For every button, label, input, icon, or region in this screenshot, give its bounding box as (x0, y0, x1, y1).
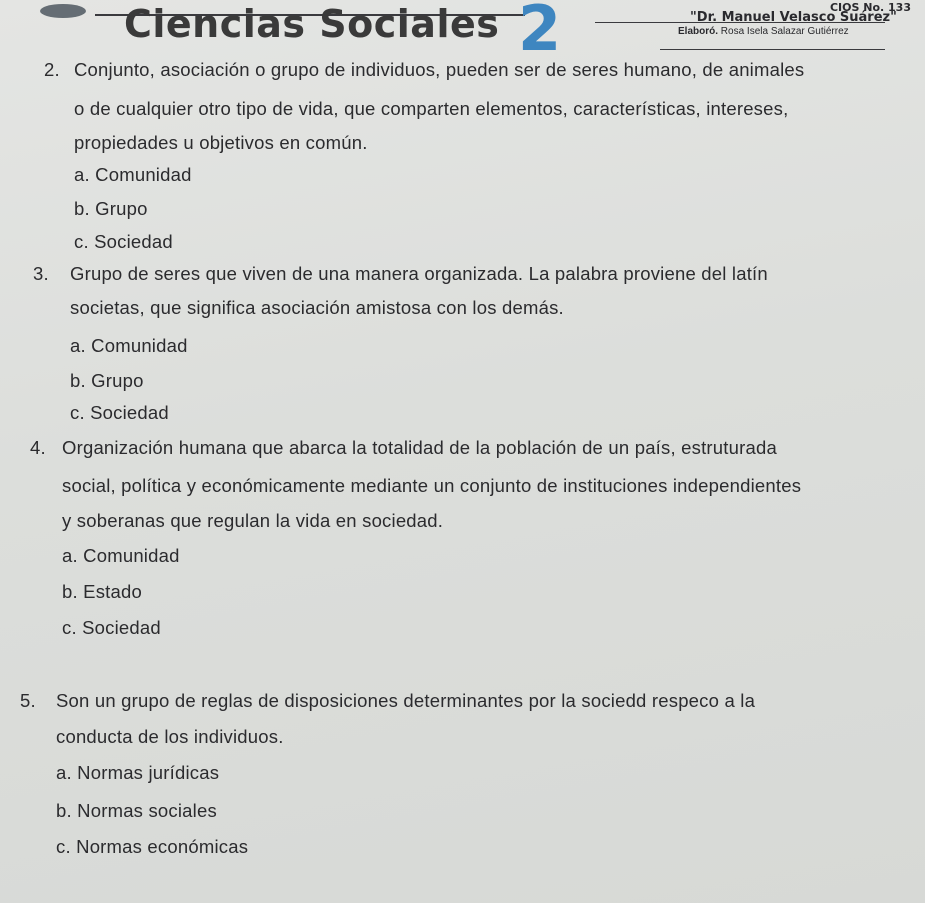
author-prefix: Elaboró. (678, 26, 719, 37)
header-rule-under-author (660, 49, 885, 50)
answer-option-b[interactable]: b. Grupo (70, 370, 144, 391)
answer-option-a[interactable]: a. Comunidad (62, 545, 180, 566)
answer-option-b[interactable]: b. Normas sociales (56, 800, 217, 821)
answer-option-c[interactable]: c. Sociedad (62, 617, 161, 638)
school-name: "Dr. Manuel Velasco Suárez" (690, 10, 897, 25)
answer-option-c[interactable]: c. Sociedad (70, 402, 169, 423)
school-code: CIOS No. 133 (829, 1, 911, 14)
answer-option-b[interactable]: b. Estado (62, 581, 142, 602)
question-text-line: propiedades u objetivos en común. (74, 132, 368, 153)
subject-title: Ciencias Sociales (124, 2, 500, 46)
question-number: 4. (30, 437, 46, 458)
question-text-line: Grupo de seres que viven de una manera organizada. La palabra proviene del latín (70, 263, 768, 284)
question-text-line: Organización humana que abarca la totalidad de la población de un país, estruturada (62, 437, 777, 458)
answer-option-c[interactable]: c. Normas económicas (56, 836, 249, 857)
author-credit (678, 26, 849, 37)
question-text-line: social, política y económicamente mediante un conjunto de instituciones independientes (62, 475, 802, 496)
question-text-line: y soberanas que regulan la vida en sociedad. (62, 510, 444, 531)
answer-option-a[interactable]: a. Comunidad (70, 335, 188, 356)
author-name: Rosa Isela Salazar Gutiérrez (720, 26, 849, 37)
question-text-line: societas, que significa asociación amistosa con los demás. (70, 297, 564, 318)
question-number: 5. (20, 690, 36, 711)
question-text-line: o de cualquier otro tipo de vida, que comparten elementos, características, intereses, (74, 98, 789, 119)
header-decoration-dot (40, 4, 86, 18)
question-number: 3. (33, 263, 49, 284)
question-text-line: Conjunto, asociación o grupo de individuos, pueden ser de seres humano, de animales (74, 59, 805, 80)
question-text-line: conducta de los individuos. (56, 726, 284, 747)
question-number: 2. (44, 59, 60, 80)
answer-option-b[interactable]: b. Grupo (74, 198, 148, 219)
answer-option-a[interactable]: a. Normas jurídicas (56, 762, 220, 783)
answer-option-c[interactable]: c. Sociedad (74, 231, 173, 252)
question-text-line: Son un grupo de reglas de disposiciones determinantes por la sociedd respeco a la (56, 690, 756, 711)
answer-option-a[interactable]: a. Comunidad (74, 164, 192, 185)
subject-number: 2 (518, 0, 562, 65)
